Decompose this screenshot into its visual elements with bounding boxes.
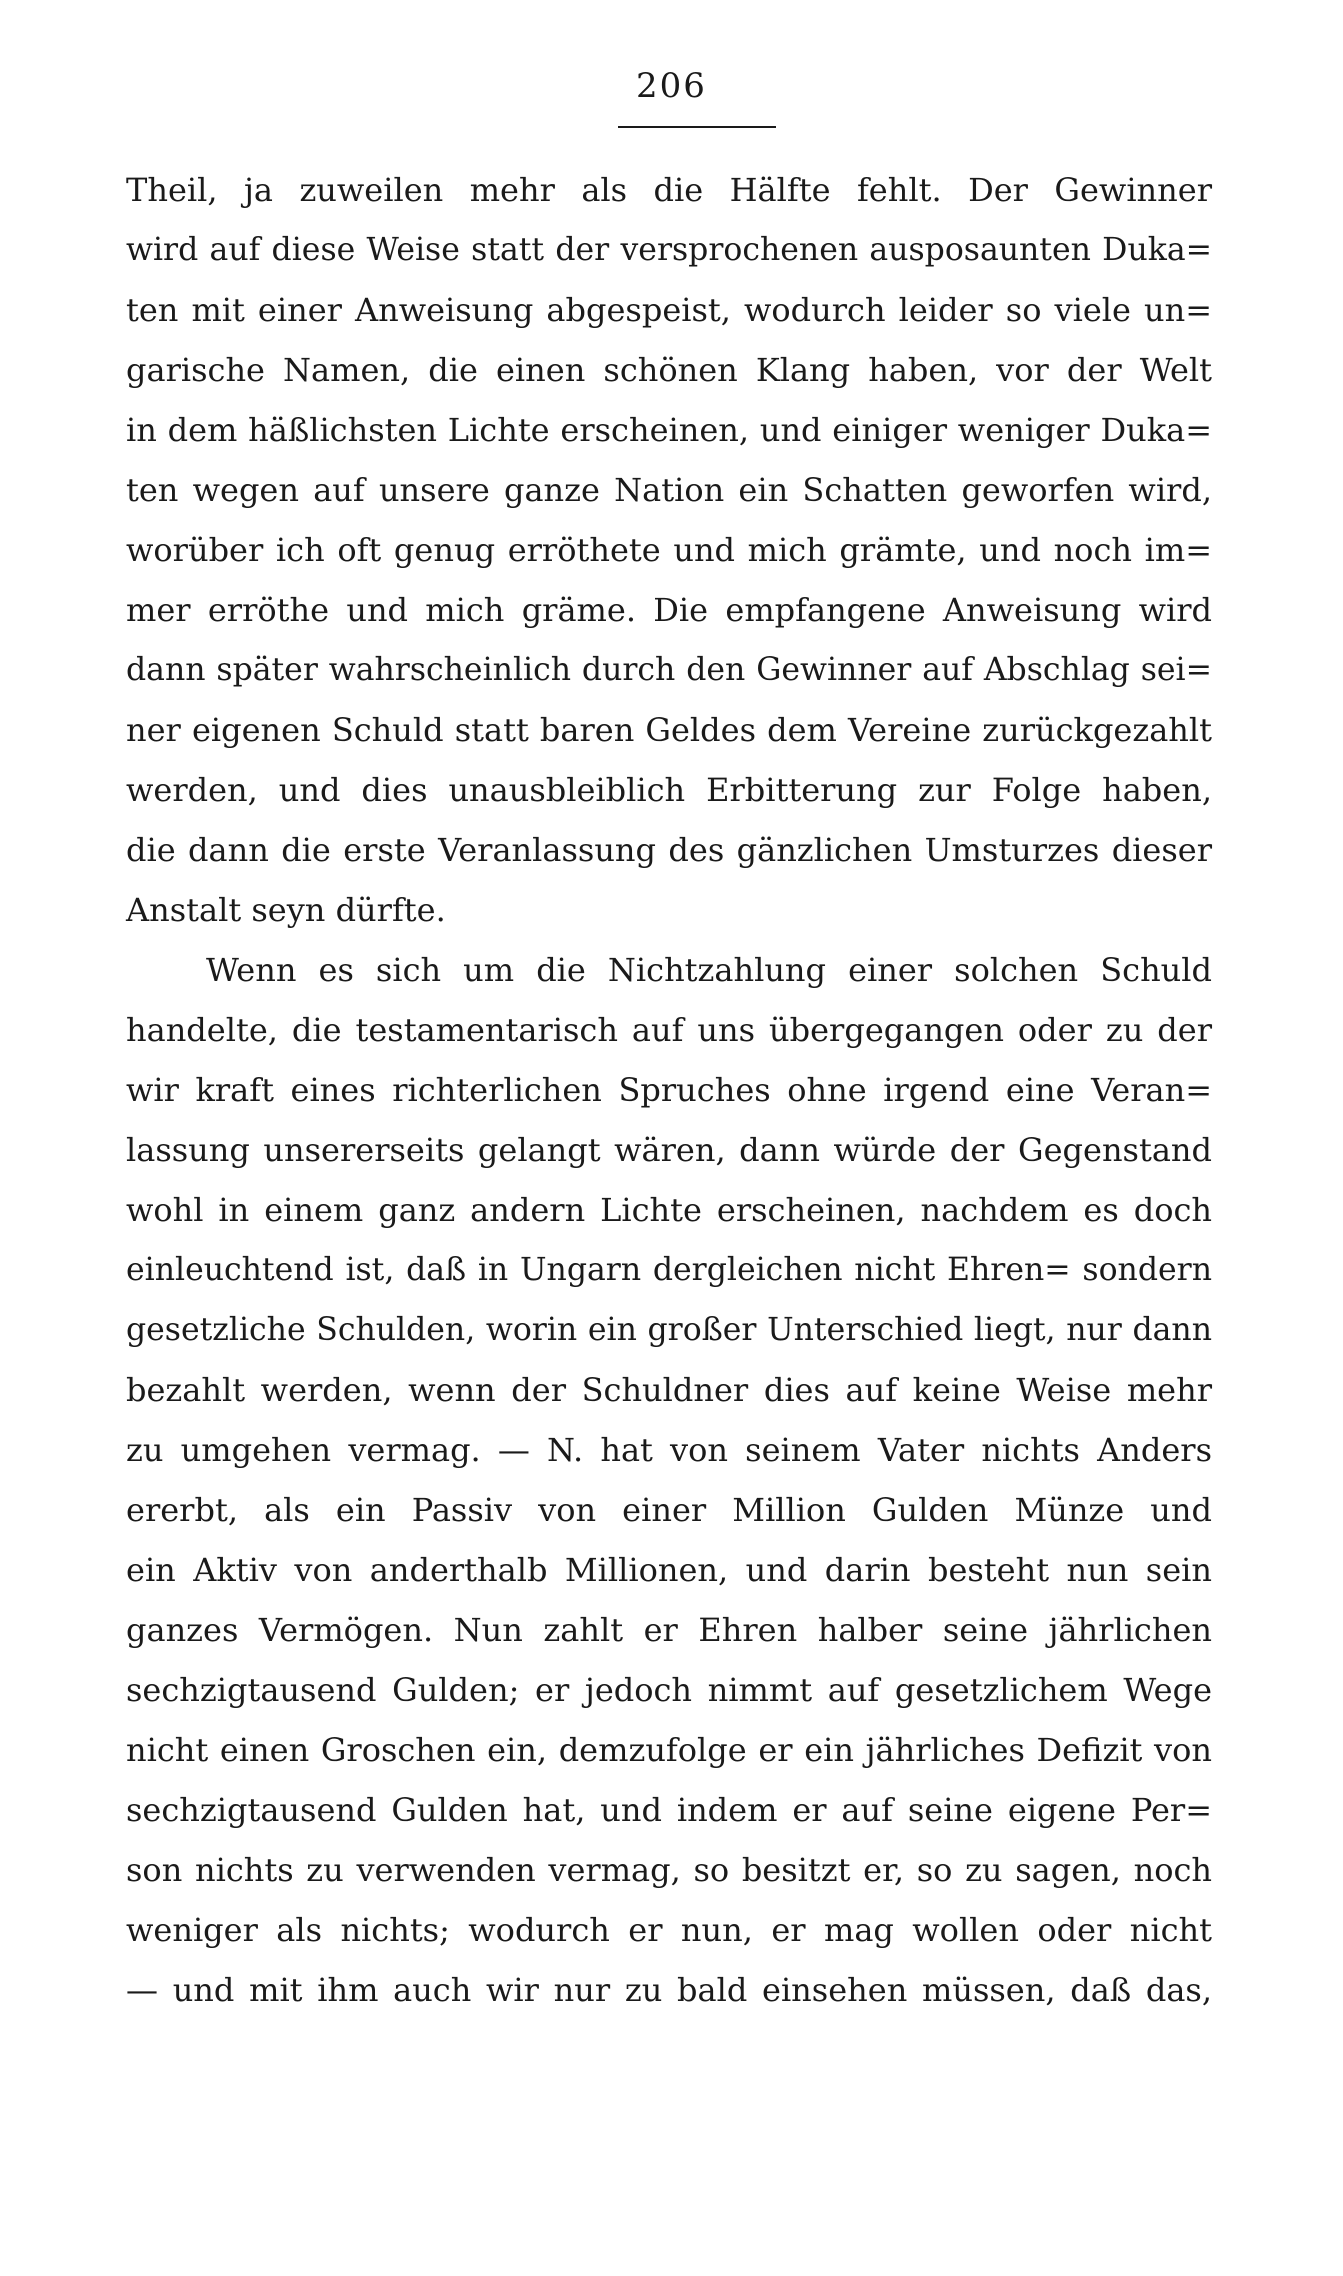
text-line: mer erröthe und mich gräme. Die empfangene Anweisung wird bbox=[126, 591, 1212, 629]
header-rule bbox=[618, 126, 776, 128]
text-line: worüber ich oft genug erröthete und mich grämte, und noch im= bbox=[126, 531, 1212, 569]
text-line: wohl in einem ganz andern Lichte erscheinen, nachdem es doch bbox=[126, 1191, 1212, 1229]
text-line: gesetzliche Schulden, worin ein großer Unterschied liegt, nur dann bbox=[126, 1312, 1212, 1348]
text-line: ein Aktiv von anderthalb Millionen, und darin besteht nun sein bbox=[126, 1551, 1212, 1589]
text-line: ganzes Vermögen. Nun zahlt er Ehren halber seine jährlichen bbox=[126, 1611, 1212, 1649]
text-line: son nichts zu verwenden vermag, so besitzt er, so zu sagen, noch bbox=[126, 1851, 1212, 1889]
text-line: ten mit einer Anweisung abgespeist, wodurch leider so viele un= bbox=[126, 291, 1212, 329]
text-line: nicht einen Groschen ein, demzufolge er ein jährliches Defizit von bbox=[126, 1731, 1212, 1769]
body-text bbox=[126, 160, 1212, 2020]
text-line: sechzigtausend Gulden; er jedoch nimmt auf gesetzlichem Wege bbox=[126, 1671, 1212, 1709]
text-line: die dann die erste Veranlassung des gänzlichen Umsturzes dieser bbox=[126, 831, 1212, 869]
paragraph-first-line: Wenn es sich um die Nichtzahlung einer solchen Schuld bbox=[206, 951, 1212, 989]
text-line: in dem häßlichsten Lichte erscheinen, und einiger weniger Duka= bbox=[126, 411, 1212, 449]
text-line: Anstalt seyn dürfte. bbox=[126, 891, 446, 929]
text-line: zu umgehen vermag. — N. hat von seinem Vater nichts Anders bbox=[126, 1431, 1212, 1469]
text-line: werden, und dies unausbleiblich Erbitterung zur Folge haben, bbox=[126, 771, 1212, 809]
text-line: ten wegen auf unsere ganze Nation ein Schatten geworfen wird, bbox=[126, 471, 1212, 509]
text-line: wir kraft eines richterlichen Spruches ohne irgend eine Veran= bbox=[126, 1071, 1212, 1109]
text-line: ererbt, als ein Passiv von einer Million Gulden Münze und bbox=[126, 1491, 1212, 1529]
text-line: wird auf diese Weise statt der versprochenen ausposaunten Duka= bbox=[126, 232, 1212, 268]
text-line: sechzigtausend Gulden hat, und indem er auf seine eigene Per= bbox=[126, 1791, 1212, 1829]
page-number: 206 bbox=[636, 66, 707, 106]
text-line: einleuchtend ist, daß in Ungarn dergleichen nicht Ehren= sondern bbox=[126, 1252, 1212, 1288]
text-line: — und mit ihm auch wir nur zu bald einsehen müssen, daß das, bbox=[126, 1971, 1212, 2009]
text-line: weniger als nichts; wodurch er nun, er mag wollen oder nicht bbox=[126, 1911, 1212, 1949]
text-line: dann später wahrscheinlich durch den Gewinner auf Abschlag sei= bbox=[126, 652, 1212, 688]
text-line: handelte, die testamentarisch auf uns übergegangen oder zu der bbox=[126, 1011, 1212, 1049]
text-line: Theil, ja zuweilen mehr als die Hälfte fehlt. Der Gewinner bbox=[126, 171, 1212, 209]
text-line: lassung unsererseits gelangt wären, dann würde der Gegenstand bbox=[126, 1131, 1212, 1169]
text-line: bezahlt werden, wenn der Schuldner dies auf keine Weise mehr bbox=[126, 1371, 1212, 1409]
text-line: ner eigenen Schuld statt baren Geldes dem Vereine zurückgezahlt bbox=[126, 711, 1212, 749]
text-line: garische Namen, die einen schönen Klang haben, vor der Welt bbox=[126, 351, 1212, 389]
